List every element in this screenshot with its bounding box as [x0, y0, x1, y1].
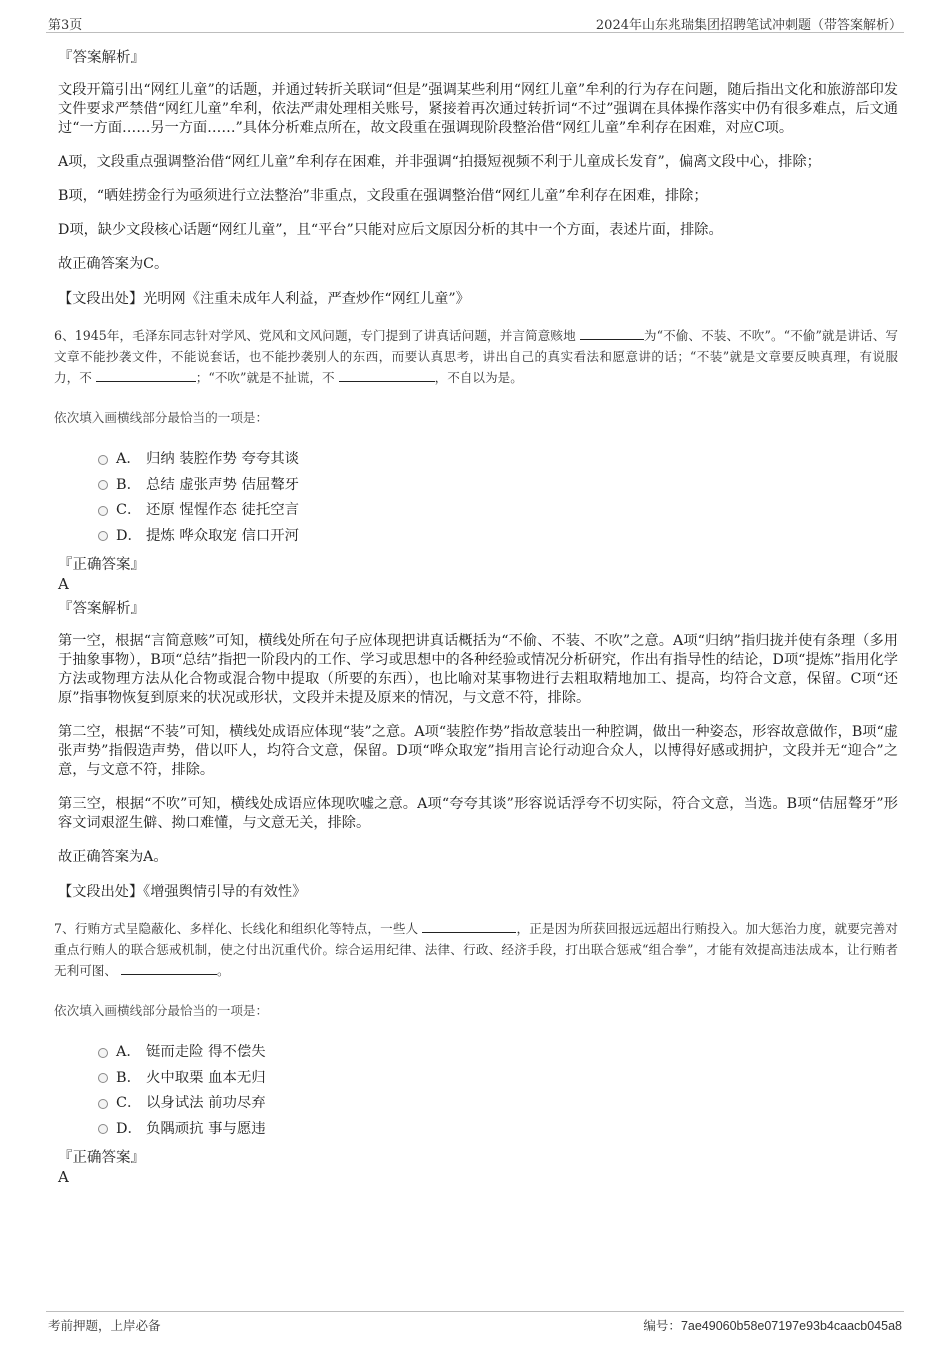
question-6-options [98, 445, 898, 547]
option-b[interactable]: B． 火中取栗 血本无归 [98, 1064, 898, 1090]
footer-slogan: 考前押题，上岸必备 [48, 1318, 161, 1333]
answer-blank [121, 960, 217, 975]
correct-answer-label: 『正确答案』 [58, 557, 145, 573]
option-a[interactable]: A． 铤而走险 得不偿失 [98, 1038, 898, 1064]
analysis-paragraph: 第三空，根据“不吹”可知，横线处成语应体现吹嘘之意。A项“夸夸其谈”形容说话浮夸不切实际，符合文意，当选。B项“佶屈聱牙”形容文词艰涩生僻、拗口难懂，与文意无关，排除。 [58, 796, 898, 831]
page-header [46, 10, 904, 33]
source-citation: 【文段出处】《增强舆情引导的有效性》 [58, 884, 307, 900]
answer-blank [339, 367, 435, 382]
radio-button[interactable] [98, 1073, 108, 1083]
analysis-paragraph: D项，缺少文段核心话题“网红儿童”，且“平台”只能对应后文原因分析的其中一个方面，表述片面，排除。 [58, 222, 723, 238]
correct-answer-label: 『正确答案』 [58, 1150, 145, 1166]
question-6-text: 6、1945年，毛泽东同志针对学风、党风和文风问题，专门提到了讲真话问题，并言简意赅地 为“不偷、不装、不吹”。“不偷”就是讲话、写文章不能抄袭文件，不能说套话，也不能抄袭别人的东西，而要认真思考，讲出自己的真实看法和愿意讲的话；“不装”就是文章要反映真理，有说服力，不 ；“不吹”就是不扯谎，不 ，不自以为是。 [54, 325, 898, 388]
analysis-label: 『答案解析』 [58, 601, 145, 617]
option-c[interactable]: C． 还原 惺惺作态 徒托空言 [98, 496, 898, 522]
answer-blank [580, 325, 644, 340]
correct-answer: A [58, 575, 69, 593]
answer-blank [96, 367, 196, 382]
answer-blank [422, 918, 516, 933]
radio-button[interactable] [98, 1099, 108, 1109]
question-prompt: 依次填入画横线部分最恰当的一项是： [54, 1003, 269, 1018]
document-title: 2024年山东兆瑞集团招聘笔试冲刺题（带答案解析） [595, 18, 902, 33]
source-citation: 【文段出处】光明网《注重未成年人利益，严查炒作“网红儿童”》 [58, 291, 470, 307]
analysis-paragraph: 文段开篇引出“网红儿童”的话题，并通过转折关联词“但是”强调某些利用“网红儿童”牟利的行为存在问题，随后指出文化和旅游部印发文件要求严禁借“网红儿童”牟利，依法严肃处理相关账号，紧接着再次通过转折词“不过”强调在具体操作落实中仍有很多难点，后文通过“一方面……另一方面……”具体分析难点所在，故文段重在强调现阶段整治借“网红儿童”牟利存在困难，对应C项。 [58, 82, 898, 136]
analysis-paragraph: 第二空，根据“不装”可知，横线处成语应体现“装”之意。A项“装腔作势”指故意装出一种腔调，做出一种姿态，形容故意做作，B项“虚张声势”指假造声势，借以吓人，均符合文意，保留。D项“哗众取宠”指用言论行动迎合众人，以博得好感或拥护，文段并无“迎合”之意，与文意不符，排除。 [58, 724, 898, 778]
analysis-paragraph: A项，文段重点强调整治借“网红儿童”牟利存在困难，并非强调“拍摄短视频不利于儿童成长发育”，偏离文段中心，排除； [58, 154, 821, 170]
question-prompt: 依次填入画横线部分最恰当的一项是： [54, 410, 269, 425]
radio-button[interactable] [98, 455, 108, 465]
radio-button[interactable] [98, 1048, 108, 1058]
question-7-text: 7、行贿方式呈隐蔽化、多样化、长线化和组织化等特点，一些人 ，正是因为所获回报远远超出行贿投入。加大惩治力度，就要完善对重点行贿人的联合惩戒机制，使之付出沉重代价。综合运用纪律、法律、行政、经济手段，打出联合惩戒“组合拳”，才能有效提高违法成本，让行贿者无利可图、 。 [54, 918, 898, 981]
question-7-options [98, 1038, 898, 1140]
analysis-conclusion: 故正确答案为A。 [58, 849, 168, 865]
analysis-paragraph: 第一空，根据“言简意赅”可知，横线处所在句子应体现把讲真话概括为“不偷、不装、不吹”之意。A项“归纳”指归拢并使有条理（多用于抽象事物），B项“总结”指把一阶段内的工作、学习或思想中的各种经验或情况分析研究，作出有指导性的结论，D项“提炼”指用化学方法或物理方法从化合物或混合物中提取（所要的东西），也比喻对某事物进行去粗取精地加工、提高，均符合文意，保留。C项“还原”指事物恢复到原来的状况或形状，文段并未提及原来的情况，与文意不符，排除。 [58, 633, 898, 706]
analysis-conclusion: 故正确答案为C。 [58, 256, 169, 272]
page-number: 第3页 [48, 18, 83, 33]
correct-answer: A [58, 1168, 69, 1186]
analysis-paragraph: B项，“晒娃捞金行为亟须进行立法整治”非重点，文段重在强调整治借“网红儿童”牟利存在困难，排除； [58, 188, 708, 204]
page-footer [46, 1311, 904, 1336]
option-a[interactable]: A． 归纳 装腔作势 夸夸其谈 [98, 445, 898, 471]
option-b[interactable]: B． 总结 虚张声势 佶屈聱牙 [98, 471, 898, 497]
analysis-label: 『答案解析』 [58, 50, 145, 66]
option-d[interactable]: D． 提炼 哗众取宠 信口开河 [98, 522, 898, 548]
radio-button[interactable] [98, 480, 108, 490]
page-content [54, 44, 899, 1186]
radio-button[interactable] [98, 531, 108, 541]
radio-button[interactable] [98, 506, 108, 516]
option-d[interactable]: D． 负隅顽抗 事与愿违 [98, 1115, 898, 1141]
option-c[interactable]: C． 以身试法 前功尽弃 [98, 1089, 898, 1115]
radio-button[interactable] [98, 1124, 108, 1134]
document-code: 编号：7ae49060b58e07197e93b4caacb045a8 [643, 1318, 902, 1333]
